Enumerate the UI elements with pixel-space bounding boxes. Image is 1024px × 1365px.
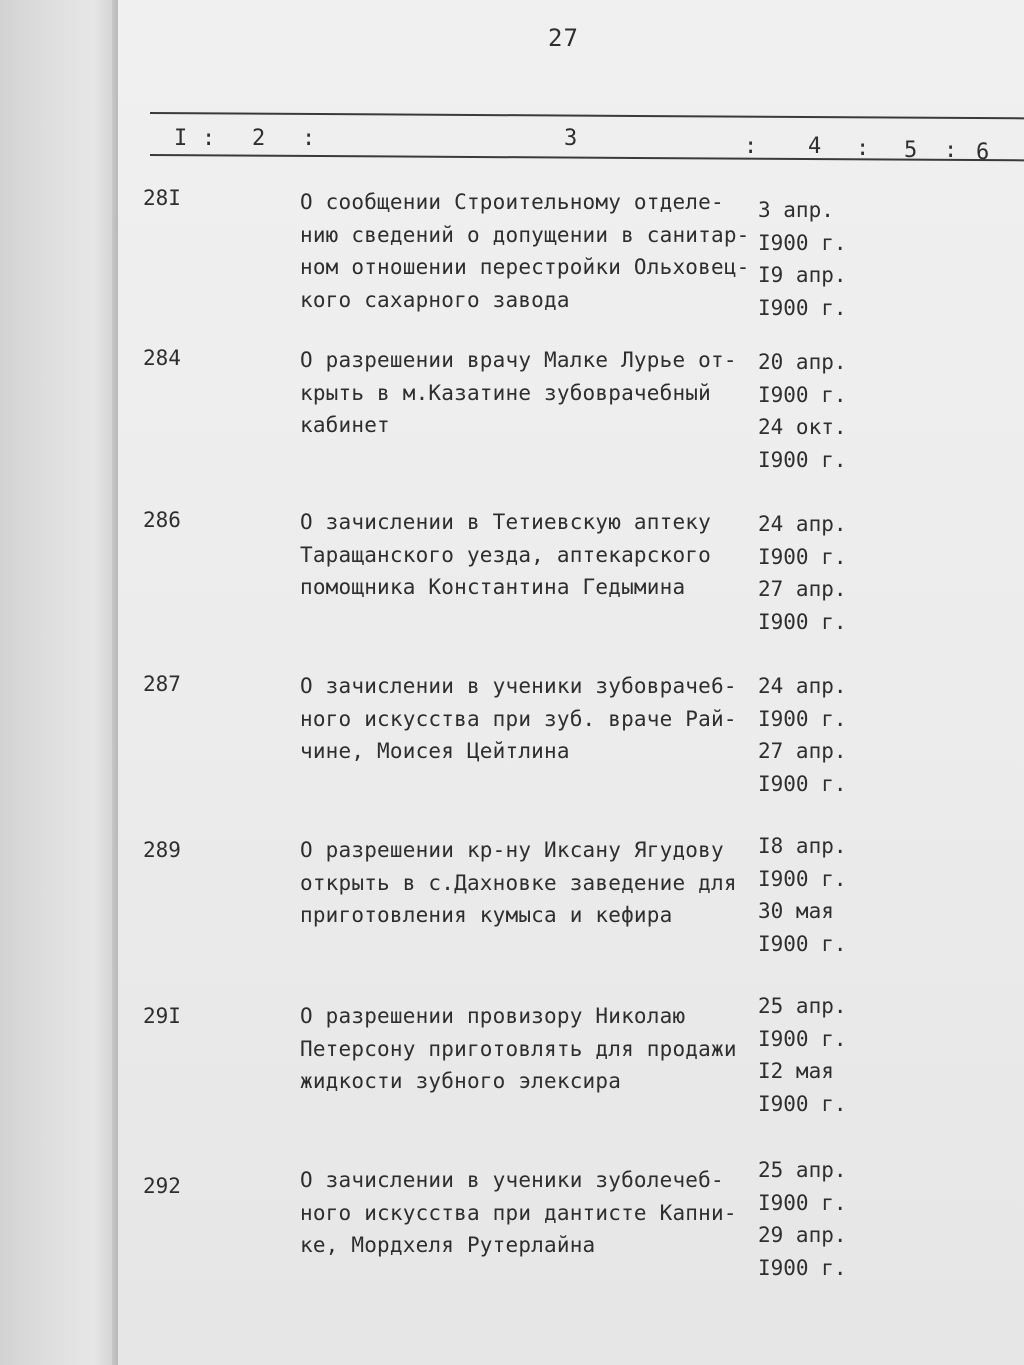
date-line: 29 апр. (758, 1223, 847, 1247)
date-line: I8 апр. (758, 834, 847, 858)
entry-text-line: ного искусства при дантисте Капни- (300, 1200, 737, 1225)
entry-text-line: кого сахарного завода (300, 287, 570, 312)
entry-number: 289 (143, 838, 181, 862)
entry-description (300, 186, 760, 316)
entry-dates (758, 346, 847, 476)
entry-text-line: О зачислении в ученики зубовраче6- (300, 674, 737, 698)
column-separator: : (944, 138, 958, 163)
date-line: I900 г. (758, 1026, 847, 1051)
entry-text-line: помощника Константина Гедымина (300, 575, 686, 599)
entry-text-line: О разрешении врачу Малке Лурье от- (300, 348, 737, 372)
date-line: I900 г. (758, 931, 847, 956)
date-line: I900 г. (758, 447, 847, 472)
entry-text-line: О разрешении провизору Николаю (300, 1004, 686, 1028)
entry-dates (758, 670, 847, 800)
entry-text-line: открыть в с.Дахновке заведение для (300, 870, 737, 895)
entry-dates (758, 830, 847, 960)
date-line: I900 г. (758, 1190, 847, 1215)
date-line: 27 апр. (758, 577, 847, 601)
column-header-4: 4 (808, 134, 822, 159)
entry-text-line: О разрешении кр-ну Иксану Ягудову (300, 838, 724, 862)
entry-number: 286 (143, 508, 181, 532)
date-line: I2 мая (758, 1059, 834, 1083)
entry-description (300, 506, 760, 604)
date-line: I9 апр. (758, 263, 847, 287)
entry-text-line: приготовления кумыса и кефира (300, 903, 673, 927)
entry-number: 28I (143, 186, 181, 210)
date-line: 24 апр. (758, 512, 847, 536)
date-line: I900 г. (758, 609, 847, 634)
entry-text-line: кабинет (300, 413, 390, 437)
date-line: I900 г. (758, 295, 847, 320)
book-binding (0, 0, 118, 1365)
entry-dates (758, 990, 847, 1120)
date-line: 20 апр. (758, 350, 847, 374)
entry-text-line: жидкости зубного элексира (300, 1069, 622, 1093)
date-line: 25 апр. (758, 994, 847, 1018)
date-line: 24 окт. (758, 415, 847, 439)
entry-text-line: чине, Моисея Цейтлина (300, 739, 570, 763)
column-separator: : (744, 134, 758, 159)
entry-description (300, 834, 760, 932)
entry-text-line: ке, Мордхеля Рутерлайна (300, 1233, 596, 1257)
date-line: 25 апр. (758, 1158, 847, 1182)
entry-dates (758, 1154, 847, 1284)
entry-number: 284 (143, 346, 181, 370)
column-separator: : (202, 126, 216, 151)
date-line: 24 апр. (758, 674, 847, 698)
column-separator: : (856, 136, 870, 161)
column-header-1: I (174, 126, 188, 151)
page-number: 27 (548, 24, 579, 52)
date-line: I900 г. (758, 866, 847, 891)
entry-text-line: О зачислении в ученики зуболечеб- (300, 1168, 724, 1192)
date-line: 3 апр. (758, 198, 834, 222)
entry-description (300, 670, 760, 768)
entry-dates (758, 508, 847, 638)
date-line: 27 апр. (758, 739, 847, 763)
entry-dates (758, 194, 847, 324)
column-header-3: 3 (564, 126, 578, 151)
entry-text-line: Петерсону приготовлять для продажи (300, 1036, 737, 1061)
date-line: I900 г. (758, 544, 847, 569)
entry-text-line: ном отношении перестройки Ольховец- (300, 255, 750, 279)
entry-text-line: Таращанского уезда, аптекарского (300, 542, 711, 567)
date-line: I900 г. (758, 1091, 847, 1116)
entry-description (300, 344, 760, 442)
entry-description (300, 1000, 760, 1098)
entry-number: 29I (143, 1004, 181, 1028)
entry-text-line: нию сведений о допущении в санитар- (300, 222, 750, 247)
entry-description (300, 1164, 760, 1262)
date-line: I900 г. (758, 382, 847, 407)
date-line: 30 мая (758, 899, 834, 923)
entry-text-line: ного искусства при зуб. враче Рай- (300, 706, 737, 731)
date-line: I900 г. (758, 706, 847, 731)
entry-text-line: О сообщении Строительному отделе- (300, 190, 724, 214)
column-header-6: 6 (976, 140, 990, 165)
date-line: I900 г. (758, 230, 847, 255)
entry-number: 287 (143, 672, 181, 696)
entry-number: 292 (143, 1174, 181, 1198)
entry-text-line: О зачислении в Тетиевскую аптеку (300, 510, 711, 534)
date-line: I900 г. (758, 1255, 847, 1280)
entry-text-line: крыть в м.Казатине зубоврачебный (300, 380, 711, 405)
column-header-2: 2 (252, 126, 266, 151)
column-header-5: 5 (904, 138, 918, 163)
column-separator: : (302, 126, 316, 151)
date-line: I900 г. (758, 771, 847, 796)
